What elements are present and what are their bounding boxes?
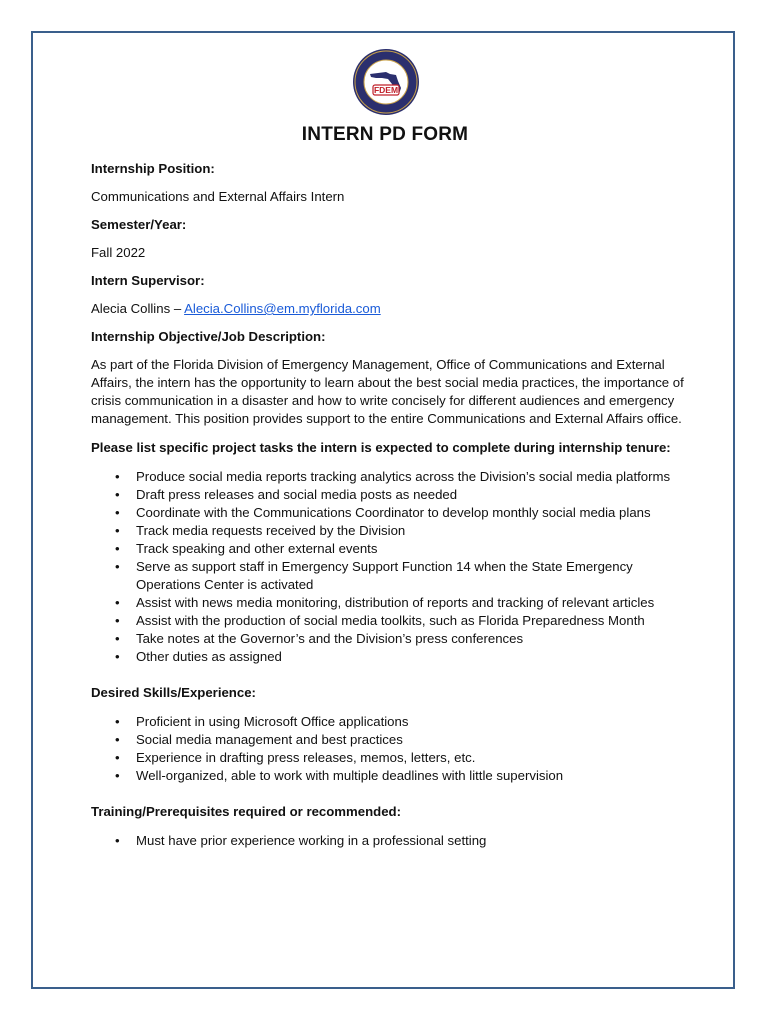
position-label: Internship Position: [91, 161, 215, 176]
list-item: • Experience in drafting press releases, memos, letters, etc. [91, 749, 691, 767]
list-item: • Proficient in using Microsoft Office applications [91, 713, 691, 731]
list-item: • Assist with news media monitoring, distribution of reports and tracking of relevant articles [91, 594, 691, 612]
training-label: Training/Prerequisites required or recommended: [91, 804, 401, 819]
list-item: • Must have prior experience working in a professional setting [91, 832, 691, 850]
form-content [91, 160, 691, 850]
list-item: • Take notes at the Governor’s and the Division’s press conferences [91, 630, 691, 648]
list-item: • Other duties as assigned [91, 648, 691, 666]
semester-label: Semester/Year: [91, 217, 187, 232]
skills-label: Desired Skills/Experience: [91, 685, 256, 700]
list-item: • Social media management and best practices [91, 731, 691, 749]
list-item: • Serve as support staff in Emergency Support Function 14 when the State Emergency Operations Center is activated [91, 558, 691, 594]
semester-value: Fall 2022 [91, 245, 146, 260]
position-value: Communications and External Affairs Intern [91, 189, 345, 204]
supervisor-name: Alecia Collins – [91, 301, 185, 316]
list-item: • Draft press releases and social media posts as needed [91, 486, 691, 504]
objective-label: Internship Objective/Job Description: [91, 329, 326, 344]
list-item: • Track media requests received by the Division [91, 522, 691, 540]
list-item: • Track speaking and other external events [91, 540, 691, 558]
fdem-seal-logo [352, 48, 420, 116]
form-title: INTERN PD FORM [301, 124, 469, 145]
training-list [91, 832, 691, 850]
supervisor-line [91, 300, 691, 318]
svg-text:FDEM: FDEM [373, 85, 399, 95]
objective-text: As part of the Florida Division of Emergency Management, Office of Communications and External Affairs, the intern has the opportunity to learn about the best social media practices, the importance of crisis communication in a disaster and how to write concisely for different audiences and emergency management. This position provides support to the entire Communications and External Affairs office. [91, 357, 684, 426]
list-item: • Assist with the production of social media toolkits, such as Florida Preparedness Month [91, 612, 691, 630]
tasks-list [91, 468, 691, 666]
supervisor-label: Intern Supervisor: [91, 273, 205, 288]
list-item: • Produce social media reports tracking analytics across the Division’s social media platforms [91, 468, 691, 486]
list-item: • Coordinate with the Communications Coordinator to develop monthly social media plans [91, 504, 691, 522]
supervisor-email-link[interactable]: Alecia.Collins@em.myflorida.com [184, 301, 381, 316]
tasks-label: Please list specific project tasks the intern is expected to complete during internship tenure: [91, 440, 671, 455]
skills-list [91, 713, 691, 785]
list-item: • Well-organized, able to work with multiple deadlines with little supervision [91, 767, 691, 785]
